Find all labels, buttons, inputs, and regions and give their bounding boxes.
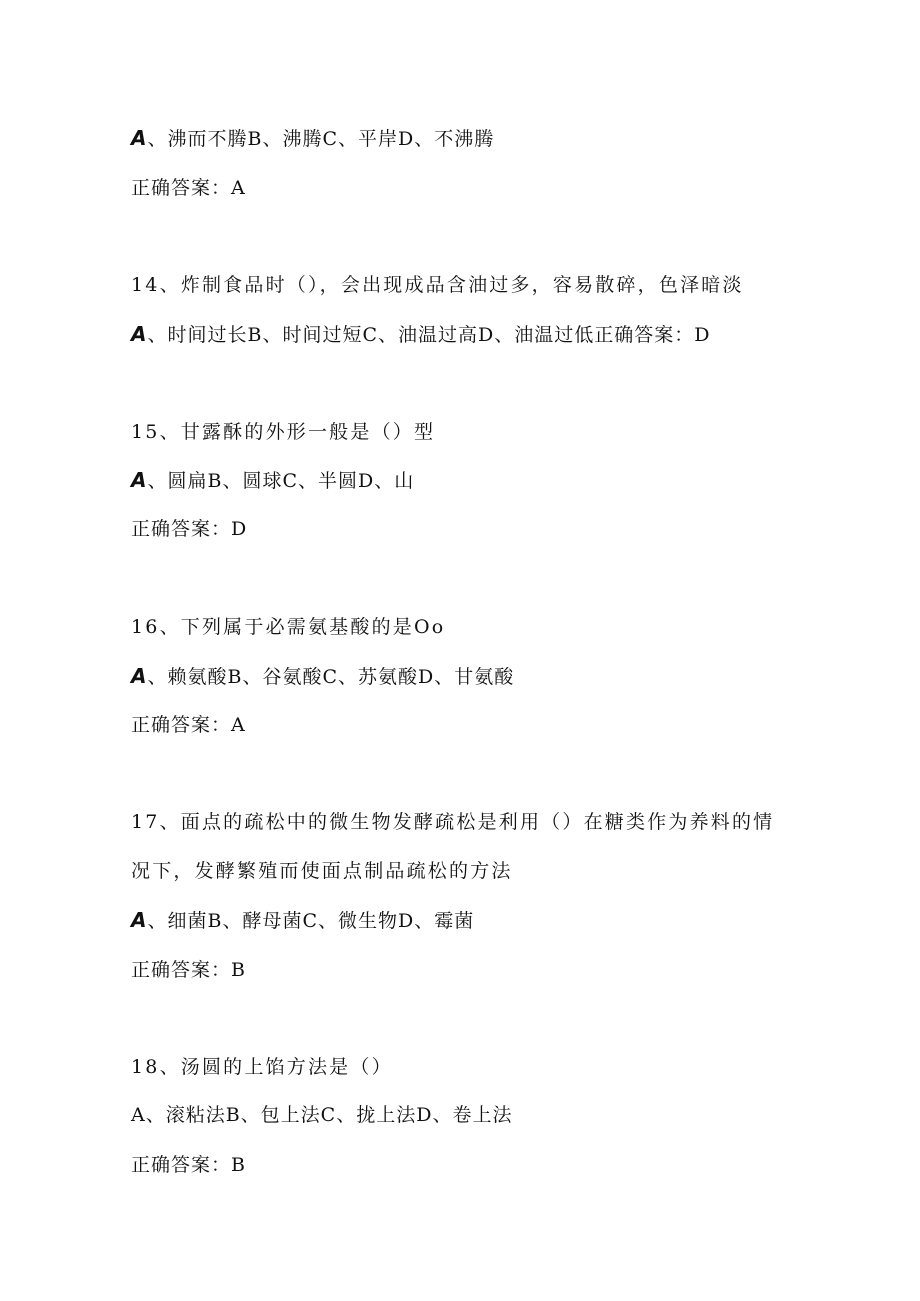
- q16-answer: 正确答案：A: [131, 714, 246, 736]
- q17-question-line2: 况下，发酵繁殖而使面点制品疏松的方法: [131, 860, 513, 882]
- q18-options: A、滚粘法B、包上法C、拢上法D、卷上法: [131, 1104, 513, 1126]
- q14-options: [131, 321, 710, 348]
- q14-question: 14、炸制食品时（），会出现成品含油过多，容易散碎，色泽暗淡: [131, 274, 744, 296]
- q14-options-text: 、时间过长B、时间过短C、油温过高D、油温过低正确答案：D: [147, 324, 711, 346]
- q13-options-text: 、沸而不腾B、沸腾C、平岸D、不沸腾: [147, 128, 495, 150]
- q15-option-lead: A: [131, 468, 148, 492]
- q16-question: 16、下列属于必需氨基酸的是Oo: [131, 616, 446, 638]
- q14-option-lead: A: [131, 322, 148, 346]
- q13-option-lead: A: [131, 126, 148, 150]
- q17-options: [131, 907, 474, 934]
- q17-answer: 正确答案：B: [131, 959, 246, 981]
- q17-options-text: 、细菌B、酵母菌C、微生物D、霉菌: [147, 910, 475, 932]
- q17-option-lead: A: [131, 908, 148, 932]
- q16-option-lead: A: [131, 664, 148, 688]
- q15-options-text: 、圆扁B、圆球C、半圆D、山: [147, 470, 415, 492]
- q15-options: [131, 467, 414, 494]
- q18-question: 18、汤圆的上馅方法是（）: [131, 1056, 393, 1078]
- q13-options: [131, 125, 494, 152]
- q18-answer: 正确答案：B: [131, 1154, 246, 1176]
- q17-question-line1: 17、面点的疏松中的微生物发酵疏松是利用（）在糖类作为养料的情: [131, 811, 775, 833]
- q16-options: [131, 663, 514, 690]
- q16-options-text: 、赖氨酸B、谷氨酸C、苏氨酸D、甘氨酸: [147, 666, 515, 688]
- q15-question: 15、甘露酥的外形一般是（）型: [131, 421, 436, 443]
- q15-answer: 正确答案：D: [131, 518, 248, 540]
- q13-answer: 正确答案：A: [131, 177, 246, 199]
